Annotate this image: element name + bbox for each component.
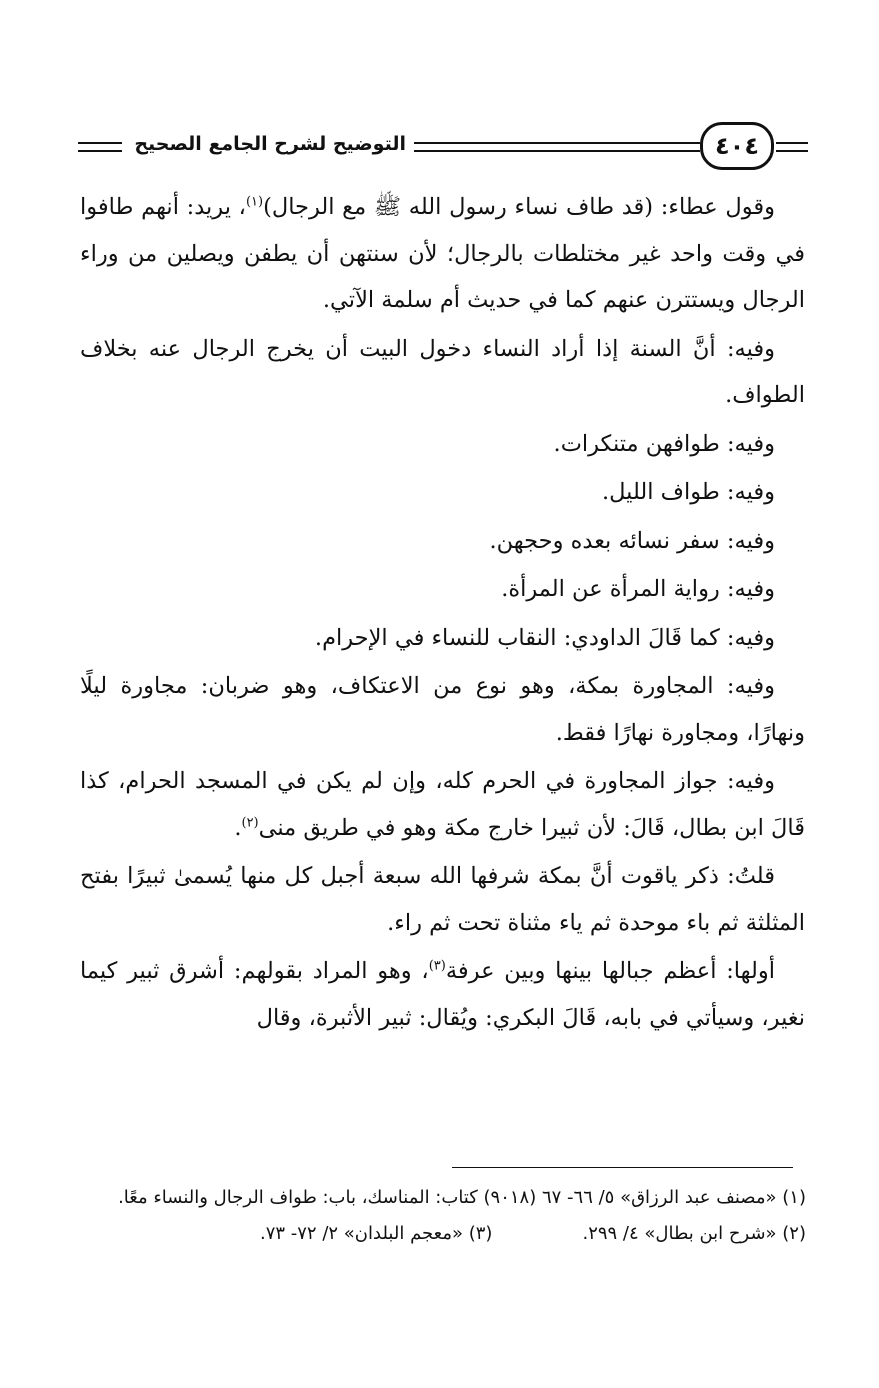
paragraph: وفيه: رواية المرأة عن المرأة.: [501, 576, 775, 602]
text-run: ، يريد: أنهم طافوا في وقت واحد غير مختلطات بالرجال؛ لأن سنتهن أن يطفن ويصلين من وراء الرجال ويستترن عنهم كما في حديث أم سلمة الآتي.: [80, 194, 805, 313]
paragraph: قلتُ: ذكر ياقوت أنَّ بمكة شرفها الله سبعة أجبل كل منها يُسمىٰ ثبيرًا بفتح المثلثة ثم باء موحدة ثم ياء مثناة تحت ثم راء.: [80, 863, 805, 936]
text-run: .: [234, 814, 242, 841]
paragraph: وفيه: المجاورة بمكة، وهو نوع من الاعتكاف، وهو ضربان: مجاورة ليلًا ونهارًا، ومجاورة نهارًا فقط.: [80, 673, 805, 746]
page-header: [78, 128, 808, 164]
header-rule-left: [78, 142, 122, 152]
page-number: ٤٠٤: [700, 122, 774, 170]
footnote-ref: (٣): [428, 958, 446, 974]
running-title: التوضيح لشرح الجامع الصحيح: [134, 133, 406, 155]
footnote-ref: (٢): [241, 815, 259, 830]
text-run: وقول عطاء: (قد طاف نساء رسول الله ﷺ مع الرجال): [263, 194, 775, 220]
paragraph: [80, 758, 805, 851]
footnote-2: (٢) «شرح ابن بطال» ٤/ ٢٩٩.: [582, 1223, 806, 1244]
text-run: وفيه: جواز المجاورة في الحرم كله، وإن لم يكن في المسجد الحرام، كذا قَالَ ابن بطال، قَالَ: لأن ثبيرا خارج مكة وهو في طريق منى: [80, 768, 805, 841]
footnote-3: (٣) «معجم البلدان» ٢/ ٧٢- ٧٣.: [259, 1223, 493, 1244]
paragraph: وفيه: كما قَالَ الداودي: النقاب للنساء في الإحرام.: [314, 624, 775, 651]
main-text: [80, 184, 805, 1041]
paragraph: وفيه: أنَّ السنة إذا أراد النساء دخول البيت أن يخرج الرجال عنه بخلاف الطواف.: [80, 335, 805, 408]
text-run: أولها: أعظم جبالها بينها وبين عرفة: [445, 958, 775, 984]
footnote-separator: [452, 1167, 793, 1168]
paragraph: وفيه: طواف الليل.: [601, 479, 775, 505]
paragraph: [80, 184, 805, 324]
footnote-ref: (١): [245, 194, 264, 210]
footnote-row: [84, 1216, 806, 1252]
text-run: ، وهو المراد بقولهم: أشرق ثبير كيما نغير، وسيأتي في بابه، قَالَ البكري: ويُقال: ثبير الأثبرة، وقال: [80, 958, 805, 1031]
paragraph: وفيه: طوافهن متنكرات.: [553, 430, 775, 457]
header-rule-right: [776, 142, 808, 152]
footnotes: [84, 1180, 806, 1252]
header-rule-middle: [414, 142, 700, 152]
footnote-1: (١) «مصنف عبد الرزاق» ٥/ ٦٦- ٦٧ (٩٠١٨) كتاب: المناسك، باب: طواف الرجال والنساء معًا.: [118, 1187, 806, 1208]
paragraph: وفيه: سفر نسائه بعده وحجهن.: [489, 527, 775, 554]
paragraph: [80, 948, 805, 1041]
